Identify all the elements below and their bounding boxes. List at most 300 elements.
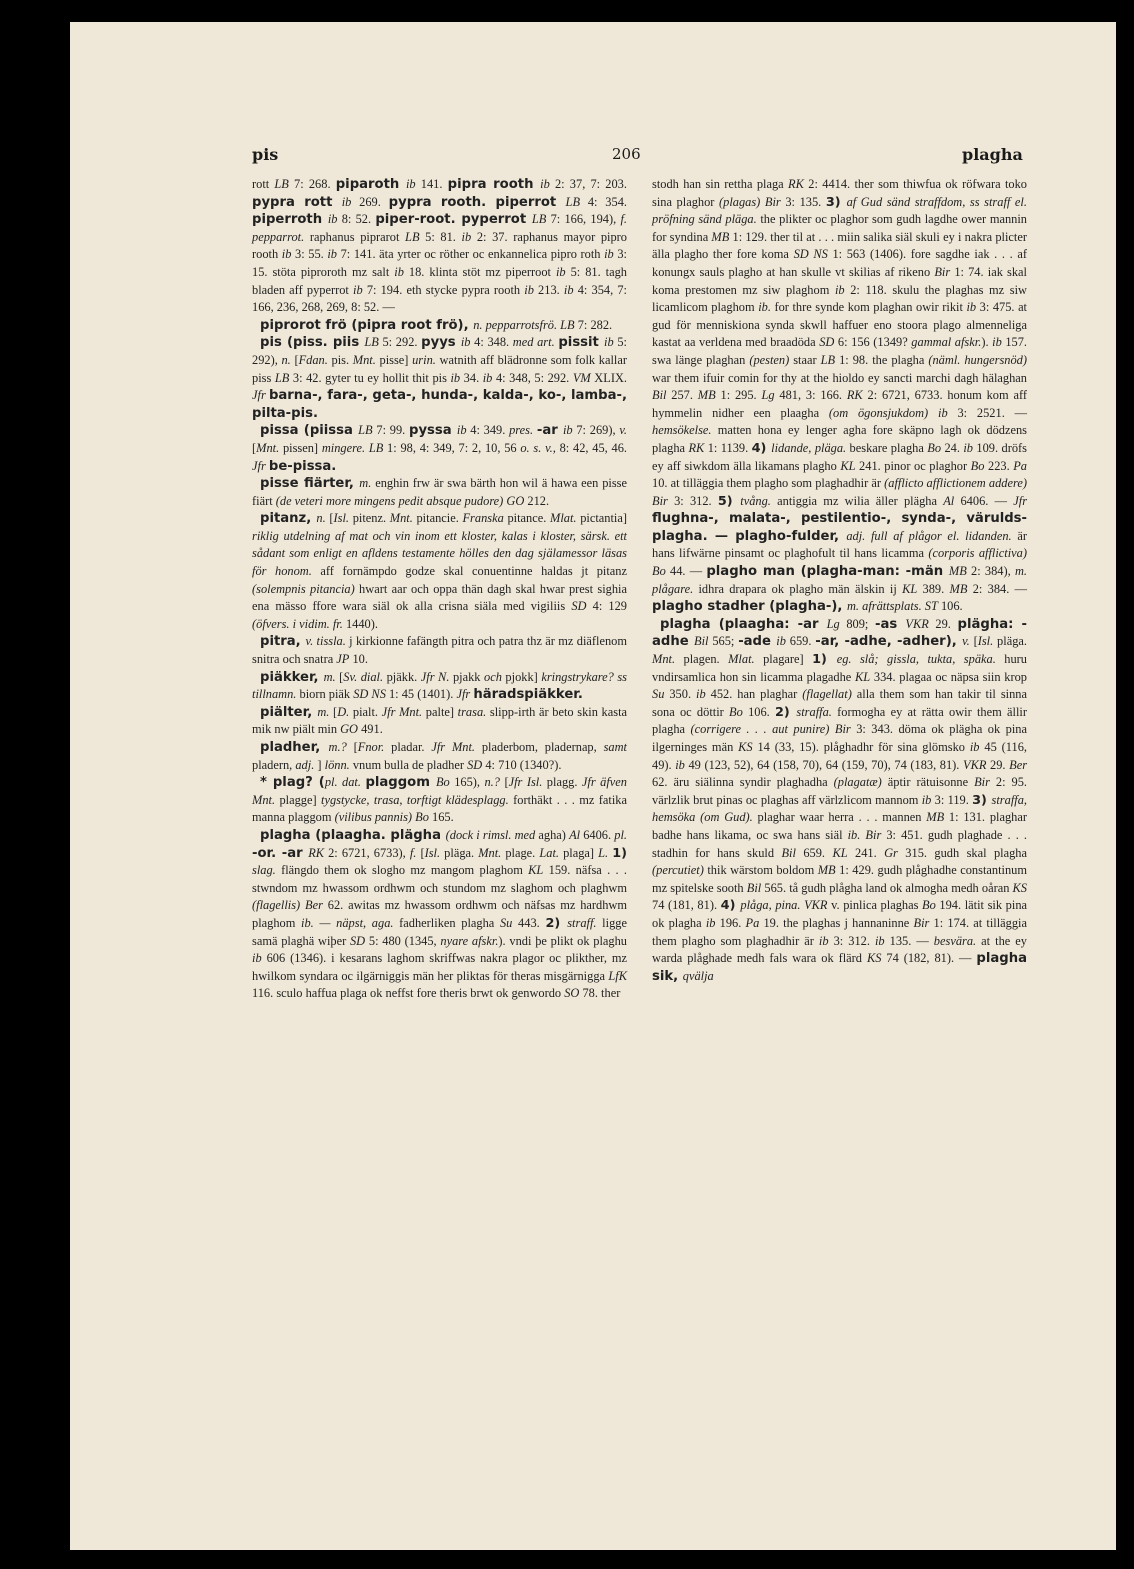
entry-text: 3: 475. at gud för menniskiona synda skwll haffuer eno stoora plago almenneliga kastat aa verldena med braadöda (652, 300, 1028, 350)
entry-text: 24. (941, 440, 964, 455)
entry-text: 8: 52. (337, 212, 376, 227)
italic-text: Sv. dial. (343, 669, 384, 684)
entry-text: 3: 135. (780, 194, 826, 209)
italic-text: SD (349, 933, 366, 948)
dictionary-entry (252, 827, 627, 1003)
headword: -or. -ar (252, 845, 309, 861)
italic-text: slag. (252, 863, 276, 878)
headword: plagho stadher (plagha-), (652, 599, 847, 615)
entry-text: huru vndirsamlica hon sin licamma plagadhe (652, 652, 1028, 684)
entry-text: 5: 81. tagh bladen aff pyperrot (252, 264, 627, 297)
entry-text: 1: 295. (715, 388, 762, 403)
headword: 1) (812, 652, 837, 668)
entry-text: agha) (535, 827, 570, 842)
italic-text: KS (866, 951, 882, 966)
entry-text: 3: 343. döma ok plägha ok pina ilgerninges män (652, 722, 1027, 754)
entry-text: vnum bulla de pladher (349, 757, 468, 772)
headword: pladher, (260, 740, 329, 755)
headword: plagho man (plagha-man: -män (706, 564, 949, 580)
entry-text: 4: 354, 7: 166, 236, 268, 269, 8: 52. — (252, 282, 627, 315)
entry-text: 212. (524, 493, 550, 508)
italic-text: n. (281, 352, 291, 367)
italic-text: nyare afskr. (440, 933, 499, 948)
entry-text: 1: 1139. (704, 440, 752, 455)
italic-text: SD (571, 599, 587, 614)
italic-text: Bo (435, 775, 450, 790)
italic-text: Bil (652, 388, 667, 403)
entry-text: pictantia] (576, 511, 627, 526)
dictionary-entry (252, 334, 627, 422)
italic-text: Fdan. (298, 352, 328, 367)
italic-text: Su (652, 687, 665, 702)
entry-text: plaghar waar herra . . . mannen (752, 810, 927, 825)
italic-text: MB (711, 229, 730, 244)
right-column (652, 176, 1027, 985)
italic-text: SD NS (353, 687, 386, 702)
entry-text: forthäkt . . . mz fatika manna plaggom (252, 792, 627, 825)
italic-text: m. afrättsplats. ST (846, 599, 938, 614)
running-head-left: pis (252, 145, 279, 164)
dictionary-entry (652, 176, 1027, 616)
entry-text: pis. (327, 352, 353, 367)
entry-text: 5: 292), (252, 335, 627, 367)
entry-text: at the ey warda plåghade medh fals wara ok flärd (652, 933, 1027, 966)
entry-text: 2: 4414. ther som thiwfua ok röfwara toko sina plaghor (652, 177, 1027, 209)
entry-text: 159. näfsa . . . stwndom mz hwassom ordhwm och stundom mz slaghom och plaghwm (252, 863, 627, 895)
entry-text: 10. (349, 652, 368, 667)
entry-text: 223. (984, 458, 1014, 473)
dictionary-entry (252, 317, 627, 335)
italic-text: ib (394, 264, 404, 279)
headword: pitanz, (260, 511, 317, 527)
headword: pyssa (409, 423, 457, 439)
italic-text: KL (902, 581, 918, 596)
entry-text: pjäkk. (383, 669, 421, 684)
italic-text: (solempnis pitancia) (252, 581, 355, 596)
entry-text: [ (252, 440, 257, 455)
italic-text: ib (992, 335, 1002, 350)
italic-text: ib (252, 951, 262, 966)
entry-text: 1: 98. the plagha (835, 352, 929, 367)
entry-text: 4: 129 (586, 599, 627, 614)
italic-text: Jfr (252, 458, 266, 473)
entry-text: 44. — (665, 564, 707, 579)
headword: pitra, (260, 634, 306, 650)
italic-text: Su (499, 915, 513, 930)
dictionary-entry (252, 669, 627, 704)
italic-text: LB (531, 212, 547, 227)
italic-text: hemsökelse. (652, 423, 712, 438)
italic-text: (dock i rimsl. med (445, 827, 536, 842)
entry-text: 29. (986, 757, 1010, 772)
italic-text: straffa. (796, 704, 832, 719)
entry-text: 1: 174. at tilläggia them plagho som plaghadhir är (652, 915, 1027, 948)
entry-text: [ (416, 845, 425, 860)
headword: 3) (825, 194, 847, 210)
entry-text: for thre synde kom plaghan owir rikit (770, 300, 967, 315)
headword: piparoth (335, 177, 406, 192)
entry-text: 7: 99. (372, 423, 409, 438)
italic-text: ib (524, 282, 534, 297)
italic-text: Jfr Mnt. (431, 740, 476, 754)
italic-text: urin. (412, 352, 436, 367)
italic-text: Fnor. (357, 740, 385, 754)
italic-text: Ber (1009, 757, 1028, 772)
entry-text: 4: 354. (580, 194, 627, 209)
italic-text: Mnt. (478, 845, 502, 860)
italic-text: MB (697, 388, 716, 403)
italic-text: KL (528, 863, 544, 878)
entry-text: watnith aff blädronne som folk kallar piss (252, 352, 627, 385)
entry-text: 1: 45 (1401). (385, 687, 457, 702)
italic-text: KS (738, 740, 753, 754)
entry-text: 5: 81. (419, 229, 462, 244)
italic-text: RK (688, 440, 705, 455)
headword: pisse fiärter, (260, 476, 360, 492)
italic-text: ib (921, 792, 932, 807)
entry-text: 241. pinor oc plaghor (855, 458, 971, 473)
entry-text: [ (499, 775, 509, 790)
italic-text: Jfr äfven Mnt. (252, 775, 627, 807)
entry-text: rott (252, 177, 275, 191)
entry-text: 606 (1346). i kesarans laghom skriffwas nakra plagor oc plikther, mz hwilkom syndara oc ilgärniggis män her pliktas för theras misgärnigga (252, 951, 627, 983)
entry-text: idhra drapara ok plagho män älskin ij (693, 581, 903, 596)
entry-text: 116. sculo haffua plaga ok neffst fore theris brwt ok genwordo (252, 986, 565, 1001)
headword: plagha sik, (652, 951, 1027, 984)
italic-text: Lg (826, 616, 840, 631)
entry-text: 1: 74. iak skal koma prestomen mz siw plaghom (652, 264, 1027, 297)
entry-text: pjokk] (501, 669, 542, 684)
entry-text: pitancie. (412, 511, 463, 526)
italic-text: (percutiet) (652, 863, 704, 878)
headword: piperroth (252, 212, 328, 228)
entry-text: plagen. (675, 652, 729, 667)
italic-text: ib. (758, 300, 771, 315)
italic-text: (näml. hungersnöd) (928, 352, 1027, 367)
italic-text: ib (353, 282, 363, 297)
entry-text: 213. (533, 282, 564, 297)
dictionary-entry (652, 616, 1027, 985)
italic-text: plåga, pina. VKR (740, 898, 828, 913)
entry-text: 4: 710 (1340?). (482, 757, 562, 772)
italic-text: Bo (729, 704, 743, 719)
italic-text: Jfr N. (420, 669, 450, 684)
italic-text: MB (948, 564, 967, 579)
italic-text: (om ögonsjukdom) ib (828, 405, 948, 420)
headword: 3) (972, 792, 992, 808)
italic-text: Jfr Mnt. (381, 704, 423, 719)
italic-text: (corrigere . . . aut punire) Bir (690, 722, 851, 737)
entry-text: 194. lätit sik pina ok plagha (652, 898, 1028, 930)
dictionary-entry (252, 510, 627, 633)
italic-text: Isl. (424, 845, 441, 860)
italic-text: Isl. (333, 511, 350, 526)
italic-text: Lat. (539, 845, 559, 860)
italic-text: LB (358, 423, 373, 438)
entry-text: 157. swa länge plaghan (652, 335, 1028, 367)
italic-text: SD (819, 335, 835, 350)
italic-text: MB (926, 810, 945, 825)
entry-text: 196. (715, 915, 746, 930)
entry-text: antiggia mz wilia äller plägha (770, 493, 944, 508)
italic-text: straffa, hemsöka (om Gud). (652, 792, 1027, 825)
italic-text: Bir (913, 915, 930, 930)
italic-text: LB (364, 335, 379, 350)
italic-text: Jfr (1013, 493, 1028, 508)
entry-text: thik wärstom boldom (703, 863, 818, 878)
italic-text: Jfr (252, 388, 266, 403)
entry-text: the plikter oc plaghor som gudh lagdhe ower mannin for syndina (652, 212, 1027, 244)
italic-text: Bir (934, 264, 951, 279)
italic-text: n. pepparrotsfrö. LB (473, 317, 575, 332)
italic-text: ib (450, 370, 461, 385)
italic-text: lidande, pläga. (771, 440, 847, 455)
entry-text: pläga. (440, 845, 479, 860)
entry-text: 3: 15. stöta piproroth mz salt (252, 247, 627, 279)
entry-text: 565. tå gudh plågha land ok almogha medh oåran (761, 880, 1013, 895)
entry-text: war them ifuir comin for thy at the hioldo ey sancti marchi dagh hälaghan (652, 370, 1027, 385)
entry-text: 7: 268. (288, 177, 336, 191)
italic-text: RK (788, 177, 804, 191)
italic-text: ib (834, 282, 845, 297)
italic-text: Bo (927, 440, 942, 455)
entry-text: pisse] (375, 352, 413, 367)
entry-text: 2: 37. raphanus mayor pipro rooth (252, 229, 628, 262)
italic-text: ib (405, 177, 416, 191)
entry-text: [ (969, 634, 978, 649)
page-number: 206 (612, 145, 641, 163)
italic-text: samt (603, 740, 627, 754)
entry-text: 2: 37, 7: 203. (549, 177, 627, 191)
entry-text: 334. plagaa oc näpsa siin krop (870, 669, 1028, 684)
headword: pypra rooth. piperrot (388, 194, 566, 210)
entry-text: 565; (708, 634, 739, 649)
entry-text: 1: 429. gudh plåghadhe constantinum mz spitelske sooth (652, 863, 1027, 895)
italic-text: Mlat. (728, 652, 755, 667)
entry-text: stodh han sin rettha plaga (652, 177, 789, 191)
entry-text: 34. (460, 370, 483, 385)
italic-text: ib. — näpst, aga. (301, 915, 394, 930)
entry-text: 2: 95. värlzlik brut pinas oc plaghas aff värlzlicom mannom (652, 775, 1027, 807)
italic-text: Bir (974, 775, 990, 790)
headword: be-pissa. (268, 458, 337, 474)
italic-text: v. (619, 423, 627, 438)
headword: 2) (775, 704, 797, 720)
italic-text: LfK (608, 968, 627, 983)
headword: pissit (558, 335, 605, 351)
entry-text: 7: 269), (572, 423, 620, 438)
italic-text: (pesten) (749, 352, 790, 367)
italic-text: och (484, 669, 502, 684)
italic-text: m. (359, 476, 372, 491)
italic-text: RK (308, 845, 325, 860)
italic-text: SO (564, 986, 580, 1001)
headword: pypra rott (252, 194, 342, 210)
entry-text: 7: 166, 194), (546, 212, 621, 227)
entry-text: 269. (351, 194, 389, 209)
entry-text: äptir rätuisonne (881, 775, 975, 790)
entry-text: matten hona ey lenger agha fore skäpno lagh ok dödzens plagha (652, 423, 1027, 455)
italic-text: lönn. (324, 757, 350, 772)
entry-text: 109. dröfs ey aff siwkdom älla likamans plagho (652, 440, 1027, 473)
italic-text: D. (337, 704, 350, 719)
entry-text: 5: 292. (378, 335, 422, 350)
italic-text: med art. (512, 335, 555, 350)
entry-text: 14 (33, 15). plåghadhr för sina glömsko (752, 740, 970, 754)
italic-text: kringstrykare? ss tillnamn. (252, 669, 627, 702)
entry-text: 2: 384), (966, 564, 1015, 579)
entry-text: [ (325, 511, 334, 526)
italic-text: Lg (761, 388, 775, 403)
italic-text: Bo (970, 458, 985, 473)
italic-text: Jfr Isl. (508, 775, 543, 790)
italic-text: ib (604, 247, 614, 262)
italic-text: pl. (614, 827, 627, 842)
headword: * plag? ( (260, 775, 325, 791)
entry-text: 4: 348. (470, 335, 513, 350)
entry-text: 6406. — (954, 493, 1014, 508)
entry-text: plagge] (275, 792, 322, 807)
italic-text: (plagas) Bir (719, 194, 781, 209)
italic-text: KL (855, 669, 871, 684)
italic-text: ib (482, 370, 493, 385)
italic-text: Al (569, 827, 581, 842)
entry-text: 8: 42, 45, 46. (555, 440, 627, 455)
entry-text: 165. (428, 810, 454, 825)
italic-text: ib (341, 194, 352, 209)
entry-text: 443. (512, 915, 546, 930)
italic-text: (afflicto afflictionem addere) Bir (652, 476, 1027, 508)
entry-text: 7: 141. äta yrter oc röther oc enkannelica pipro roth (337, 247, 605, 262)
entry-text: pladern, (252, 757, 296, 772)
italic-text: GO (340, 722, 359, 737)
entry-text: 2: 6721, 6733. honum kom aff hymmelin nidher een plaagha (652, 388, 1027, 420)
entry-text: palte] (422, 704, 458, 719)
entry-text: formogha ey at rätta owir them ällir plagha (652, 704, 1027, 737)
italic-text: tvång. (740, 493, 771, 508)
entry-text: 106. (937, 599, 963, 614)
headword: 4) (751, 440, 772, 456)
italic-text: f. pepparrot. (252, 212, 627, 244)
italic-text: mingere. LB (321, 440, 384, 455)
italic-text: KL (840, 458, 856, 473)
entry-text: 10. at tilläggia them plagho som plaghadhir är (652, 476, 885, 491)
entry-text: ). vndi þe plikt ok plaghu (498, 933, 627, 948)
entry-text: 3: 451. gudh plaghade . . . stadhin for hans skuld (652, 827, 1027, 860)
entry-text: 4: 349. (466, 423, 510, 438)
italic-text: Mnt. (652, 652, 676, 667)
italic-text: qvälja (682, 968, 714, 983)
headword: piälter, (260, 704, 318, 720)
entry-text: 3: 312. (828, 933, 875, 948)
italic-text: ib. Bir (847, 827, 882, 842)
headword: pissa (piissa (260, 423, 359, 439)
italic-text: Gr (884, 845, 898, 860)
entry-text: 6406. (580, 827, 615, 842)
entry-text: plaga] (559, 845, 599, 860)
entry-text: staar (789, 352, 821, 367)
entry-text: 5: 480 (1345, (365, 933, 441, 948)
entry-text: 241. (847, 845, 885, 860)
entry-text: 2: 6721, 6733), (324, 845, 410, 860)
italic-text: ib (966, 300, 977, 315)
entry-text: pissen] (279, 440, 322, 455)
entry-text: 1: 563 (1406). fore sagdhe iak . . . af konungx sauls plagho at han skulle vt skilias af rikeno (652, 247, 1027, 279)
italic-text: Mnt. (256, 440, 280, 455)
entry-text: 452. han plaghar (705, 687, 803, 702)
italic-text: tygstycke, trasa, torftigt klädesplagg. (321, 792, 509, 807)
entry-text: pladerbom, pladernap, (475, 740, 604, 754)
entry-text: [ (335, 669, 344, 684)
headword: 4) (720, 898, 741, 914)
entry-text: 74 (181, 81). (652, 898, 721, 913)
italic-text: ib (460, 335, 471, 350)
italic-text: Franska (462, 511, 504, 526)
italic-text: Al (943, 493, 955, 508)
italic-text: riklig utdelning af mat och vin inom ett kloster, kalas i kloster, särsk. ett sådant som enligt en afldens testamente hölles den dag själamessor läsas för honom. (252, 528, 627, 579)
entry-text: pladar. (384, 740, 432, 754)
entry-text: 3: 42. gyter tu ey hollit thit pis (289, 370, 451, 385)
italic-text: MB (949, 581, 968, 596)
italic-text: Isl. (977, 634, 994, 649)
entry-text: 3: 55. (291, 247, 328, 262)
italic-text: LB (820, 352, 836, 367)
italic-text: Bil (694, 634, 709, 649)
italic-text: m. (323, 669, 336, 684)
italic-text: (flagellis) Ber (252, 898, 323, 913)
italic-text: ib (540, 177, 550, 191)
entry-text: 491. (358, 722, 383, 737)
italic-text: (vilibus pannis) Bo (334, 810, 429, 825)
italic-text: (flagellat) (802, 687, 852, 702)
headword: -ar (536, 423, 563, 439)
entry-text: plagare] (754, 652, 813, 667)
entry-text: [ (346, 740, 358, 754)
italic-text: adj. full af plågor el. lidanden. (846, 528, 1012, 543)
italic-text: ib (456, 423, 467, 438)
italic-text: Pa (745, 915, 760, 930)
entry-text: 1: 98, 4: 349, 7: 2, 10, 56 (383, 440, 521, 455)
entry-text: 1: 131. plaghar badhe hans likama, oc swa hans siäl (652, 810, 1027, 842)
entry-text: 78. ther (579, 986, 621, 1001)
italic-text: LB (274, 177, 289, 191)
entry-text: fadherliken plagha (393, 915, 500, 930)
headword: 2) (545, 915, 568, 931)
headword: -as (875, 616, 906, 632)
entry-text: 3: 2521. — (947, 405, 1027, 420)
entry-text: hwart aar och oppa thän dagh skal hwar prest sighia ena mässo ffore wara siäl ok alla crisna siäla med vigiliis (252, 581, 627, 614)
dictionary-entry (252, 422, 627, 475)
italic-text: ib (696, 687, 706, 702)
entry-text: är hans lifwärne pinsamt oc plaghofult til hans licamma (652, 528, 1028, 561)
headword: häradspiäkker. (473, 687, 583, 703)
italic-text: n. (316, 511, 326, 526)
entry-text: 6: 156 (1349? (834, 335, 912, 350)
entry-text: pjakk (449, 669, 485, 684)
entry-text: 2: 118. skulu the plaghas mz siw licamlicom plaghom (652, 282, 1028, 315)
italic-text: af Gud sänd straffdom, ss straff el. pröfning sänd pläga. (652, 194, 1027, 227)
entry-text: 7: 194. eth stycke pypra rooth (362, 282, 525, 297)
italic-text: VKR (905, 616, 929, 631)
entry-text: 49 (123, 52), 64 (158, 70), 64 (159, 70), 74 (183, 81). (684, 757, 964, 772)
running-head-right: plagha (962, 145, 1023, 164)
entry-text: biorn piäk (296, 687, 354, 702)
entry-text: raphanus piprarot (304, 229, 406, 244)
italic-text: KL (832, 845, 848, 860)
italic-text: ib (963, 440, 973, 455)
headword: plaggom (365, 775, 436, 791)
italic-text: SD (467, 757, 483, 772)
